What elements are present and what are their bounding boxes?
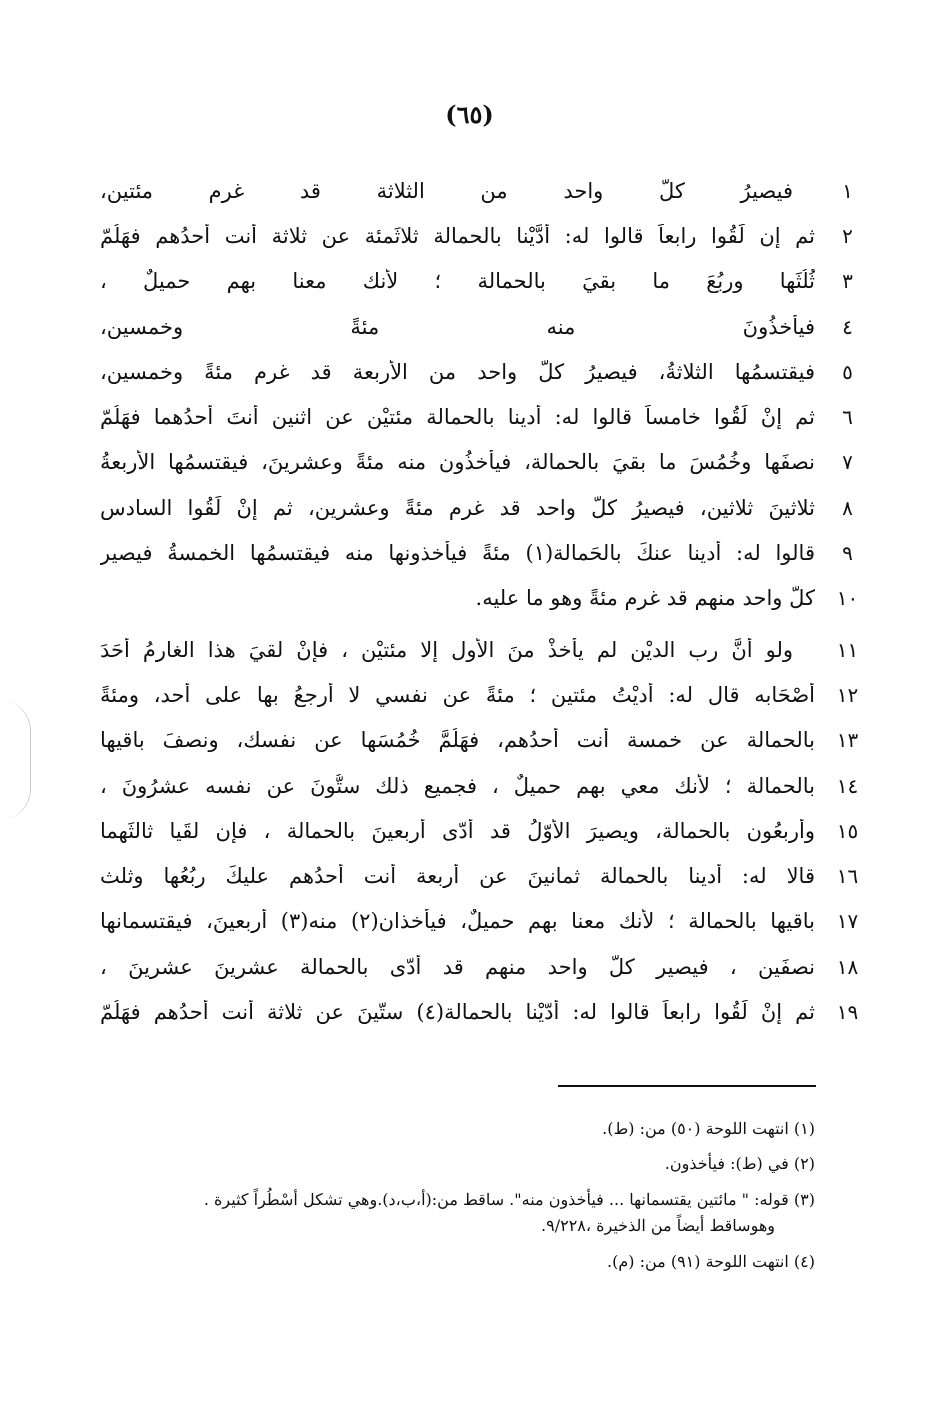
line-number: ٩	[842, 541, 853, 566]
footnote	[105, 1189, 815, 1238]
line-number: ٨	[842, 495, 853, 520]
footnote-continuation: وهوساقط أيضاً من الذخيرة ،٩/٢٢٨.	[541, 1216, 775, 1236]
text-line	[100, 394, 880, 439]
line-number: ٢	[842, 223, 853, 248]
line-text: ثُلُثَها وربُعَ ما بقيَ بالحمالة ؛ لأنك معنا بهم حميلٌ ،	[100, 269, 815, 294]
line-text: باقيها بالحمالة ؛ لأنك معنا بهم حميلٌ، فيأخذانِ(٢) منه(٣) أربعينَ، فيقتسمانها	[100, 909, 815, 934]
footnote: (٢) في (ط): فيأخذون.	[664, 1154, 815, 1174]
text-line	[100, 944, 880, 989]
line-number: ١٤	[836, 773, 859, 798]
line-text: ثم إنْ لَقُوا رابعاً قالوا له: أدّيْنا بالحمالة(٤) ستّينَ عن ثلاثة أنت أحدُهم فهَلُمّ	[100, 999, 815, 1024]
line-text: أصْحَابه قال له: أديْتُ مئتين ؛ مئةً عن نفسي لا أرجعُ بها على أحد، ومئةً	[100, 682, 815, 707]
line-text: فيأخذُونَ منه مئةً وخمسين،	[100, 314, 815, 339]
line-text: ثم إنْ لَقُوا خامساً قالوا له: أدينا بالحمالة مئتيْن عن اثنين أنتَ أحدُهما فهَلُمّ	[100, 405, 815, 430]
line-text: نصفَها وخُمُسَ ما بقيَ بالحمالة، فيأخذُون منه مئةً وعشرينَ، فيقتسمُها الأربعةُ	[100, 450, 815, 475]
line-text: قالا له: أدينا بالحمالة ثمانينَ عن أربعة أنت أحدُهم عليكَ ربُعُها وثلث	[100, 864, 815, 889]
line-text: كلُّ واحد منهم قد غرم مئةً وهو ما عليه.	[475, 586, 815, 611]
text-line	[100, 530, 880, 575]
line-number: ١	[842, 178, 853, 203]
line-number: ١٣	[836, 728, 859, 753]
line-text: وأربعُون بالحمالة، ويصيرَ الأوّلُ قد أدّى أربعينَ بالحمالة ، فإن لقَيا ثالثَهما	[100, 818, 815, 843]
line-number: ١٥	[836, 818, 859, 843]
text-line	[100, 672, 880, 717]
line-text: ثلاثينَ ثلاثين، فيصيرُ كلُّ واحد قد غرم مئةً وعشرين، ثم إنْ لَقُوا السادس	[100, 495, 815, 520]
text-line	[100, 485, 880, 530]
line-number: ٥	[842, 359, 853, 384]
scan-margin-artifact	[0, 700, 31, 820]
footnote-text: (٣) قوله: " مائتين يقتسمانها ... فيأخذون منه". ساقط من:(أ،ب،د).وهي تشكل أسْطُراً كثيرة .	[203, 1189, 815, 1209]
text-line	[100, 808, 880, 853]
footnote: (٤) انتهت اللوحة (٩١) من: (م).	[607, 1251, 815, 1271]
line-number: ١١	[836, 637, 859, 662]
line-number: ١٢	[836, 682, 859, 707]
line-number: ٧	[842, 450, 853, 475]
text-line	[100, 718, 880, 763]
line-text: قالوا له: أدينا عنكَ بالحَمالة(١) مئةً فيأخذونها منه فيقتسمُها الخمسةُ فيصير	[100, 541, 815, 566]
line-text: بالحمالة ؛ لأنك معي بهم حميلٌ ، فجميع ذلك ستُّونَ عن نفسه عشرُونَ ،	[100, 773, 815, 798]
text-line	[100, 989, 880, 1034]
line-number: ٦	[842, 405, 853, 430]
footnotes	[105, 1118, 815, 1286]
page-number: (٦٥)	[445, 100, 494, 129]
footnote: (١) انتهت اللوحة (٥٠) من: (ط).	[602, 1119, 815, 1138]
text-line	[100, 259, 880, 304]
text-line	[100, 853, 880, 898]
text-line	[100, 304, 880, 349]
text-line	[100, 440, 880, 485]
line-text: فيصيرُ كلُّ واحد من الثلاثة قد غرم مئتين،	[100, 178, 793, 203]
line-number: ١٨	[836, 954, 859, 979]
line-text: ولو أنَّ رب الديْن لم يأخذْ منَ الأول إلا مئتيْن ، فإنْ لقيَ هذا الغارمُ أحَدَ	[100, 637, 793, 662]
text-line	[100, 576, 880, 621]
line-number: ١٦	[836, 864, 859, 889]
line-text: ثم إن لَقُوا رابعاً قالوا له: أدَّيْنا بالحمالة ثلاثَمئة عن ثلاثة أنت أحدُهم فهَلُمّ	[100, 223, 815, 248]
footnote-separator	[558, 1085, 816, 1087]
text-line	[100, 349, 880, 394]
text-line	[100, 763, 880, 808]
text-line	[100, 213, 880, 258]
text-line	[100, 899, 880, 944]
text-line	[100, 627, 880, 672]
line-number: ٣	[842, 269, 853, 294]
line-number: ١٩	[836, 999, 859, 1024]
line-number: ٤	[842, 314, 853, 339]
text-line	[100, 168, 880, 213]
line-text: نصفَين ، فيصير كلُّ واحد منهم قد أدّى بالحمالة عشرينَ عشرينَ ،	[100, 954, 815, 979]
line-number: ١٧	[836, 909, 859, 934]
line-text: فيقتسمُها الثلاثةُ، فيصيرُ كلُّ واحد من الأربعة قد غرم مئةً وخمسين،	[100, 359, 815, 384]
main-text	[100, 168, 880, 1035]
line-number: ١٠	[836, 586, 859, 611]
line-text: بالحمالة عن خمسة أنت أحدُهم، فهَلُمَّ خُمُسَها عن نفسك، ونصفَ باقيها	[100, 728, 815, 753]
